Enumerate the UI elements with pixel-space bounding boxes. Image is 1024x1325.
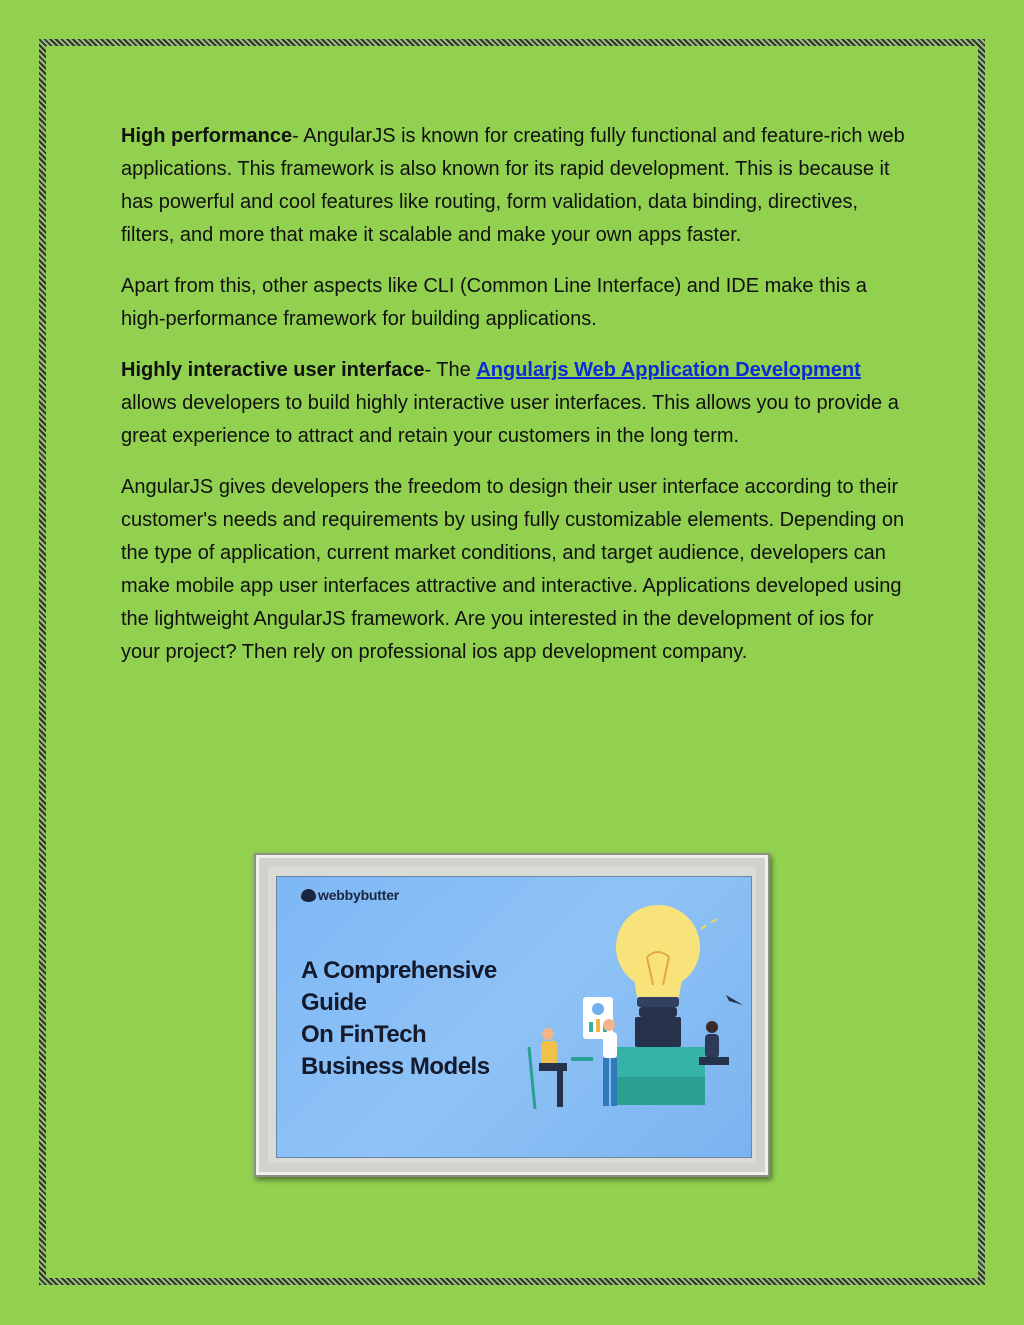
paragraph-text: - AngularJS is known for creating fully functional and feature-rich web applications. This framework is also known for its rapid development. This is because it has powerful and cool features like routing, form validation, data binding, directives, filters, and more that make it scalable and make your own apps faster. — [121, 125, 905, 246]
article-body — [121, 120, 911, 687]
lightbulb-illustration — [521, 877, 751, 1157]
angularjs-development-link[interactable]: Angularjs Web Application Development — [476, 359, 861, 381]
paragraph-high-performance — [121, 120, 911, 252]
promo-image — [276, 876, 752, 1158]
paragraph-cli-ide: Apart from this, other aspects like CLI (Common Line Interface) and IDE make this a high-performance framework for building applications. — [121, 275, 867, 330]
brand-logo — [301, 887, 399, 903]
paragraph-text: - The — [424, 359, 477, 381]
paragraph-text: allows developers to build highly interactive user interfaces. This allows you to provide a great experience to attract and retain your customers in the long term. — [121, 392, 899, 447]
heading-interactive-ui: Highly interactive user interface — [121, 359, 425, 381]
heading-high-performance: High performance — [121, 125, 293, 147]
brand-name: webbybutter — [318, 887, 400, 903]
paragraph-interactive-ui — [121, 354, 911, 453]
promo-title: A Comprehensive Guide On FinTech Business Models — [301, 957, 497, 1080]
promo-image-frame — [254, 853, 770, 1177]
brand-logo-icon — [301, 889, 316, 902]
paragraph-freedom: AngularJS gives developers the freedom to design their user interface according to their customer's needs and requirements by using fully customizable elements. Depending on the type of application, current market conditions, and target audience, developers can make mobile app user interfaces attractive and interactive. Applications developed using the lightweight AngularJS framework. Are you interested in the development of ios for your project? Then rely on professional ios app development company. — [121, 476, 905, 663]
